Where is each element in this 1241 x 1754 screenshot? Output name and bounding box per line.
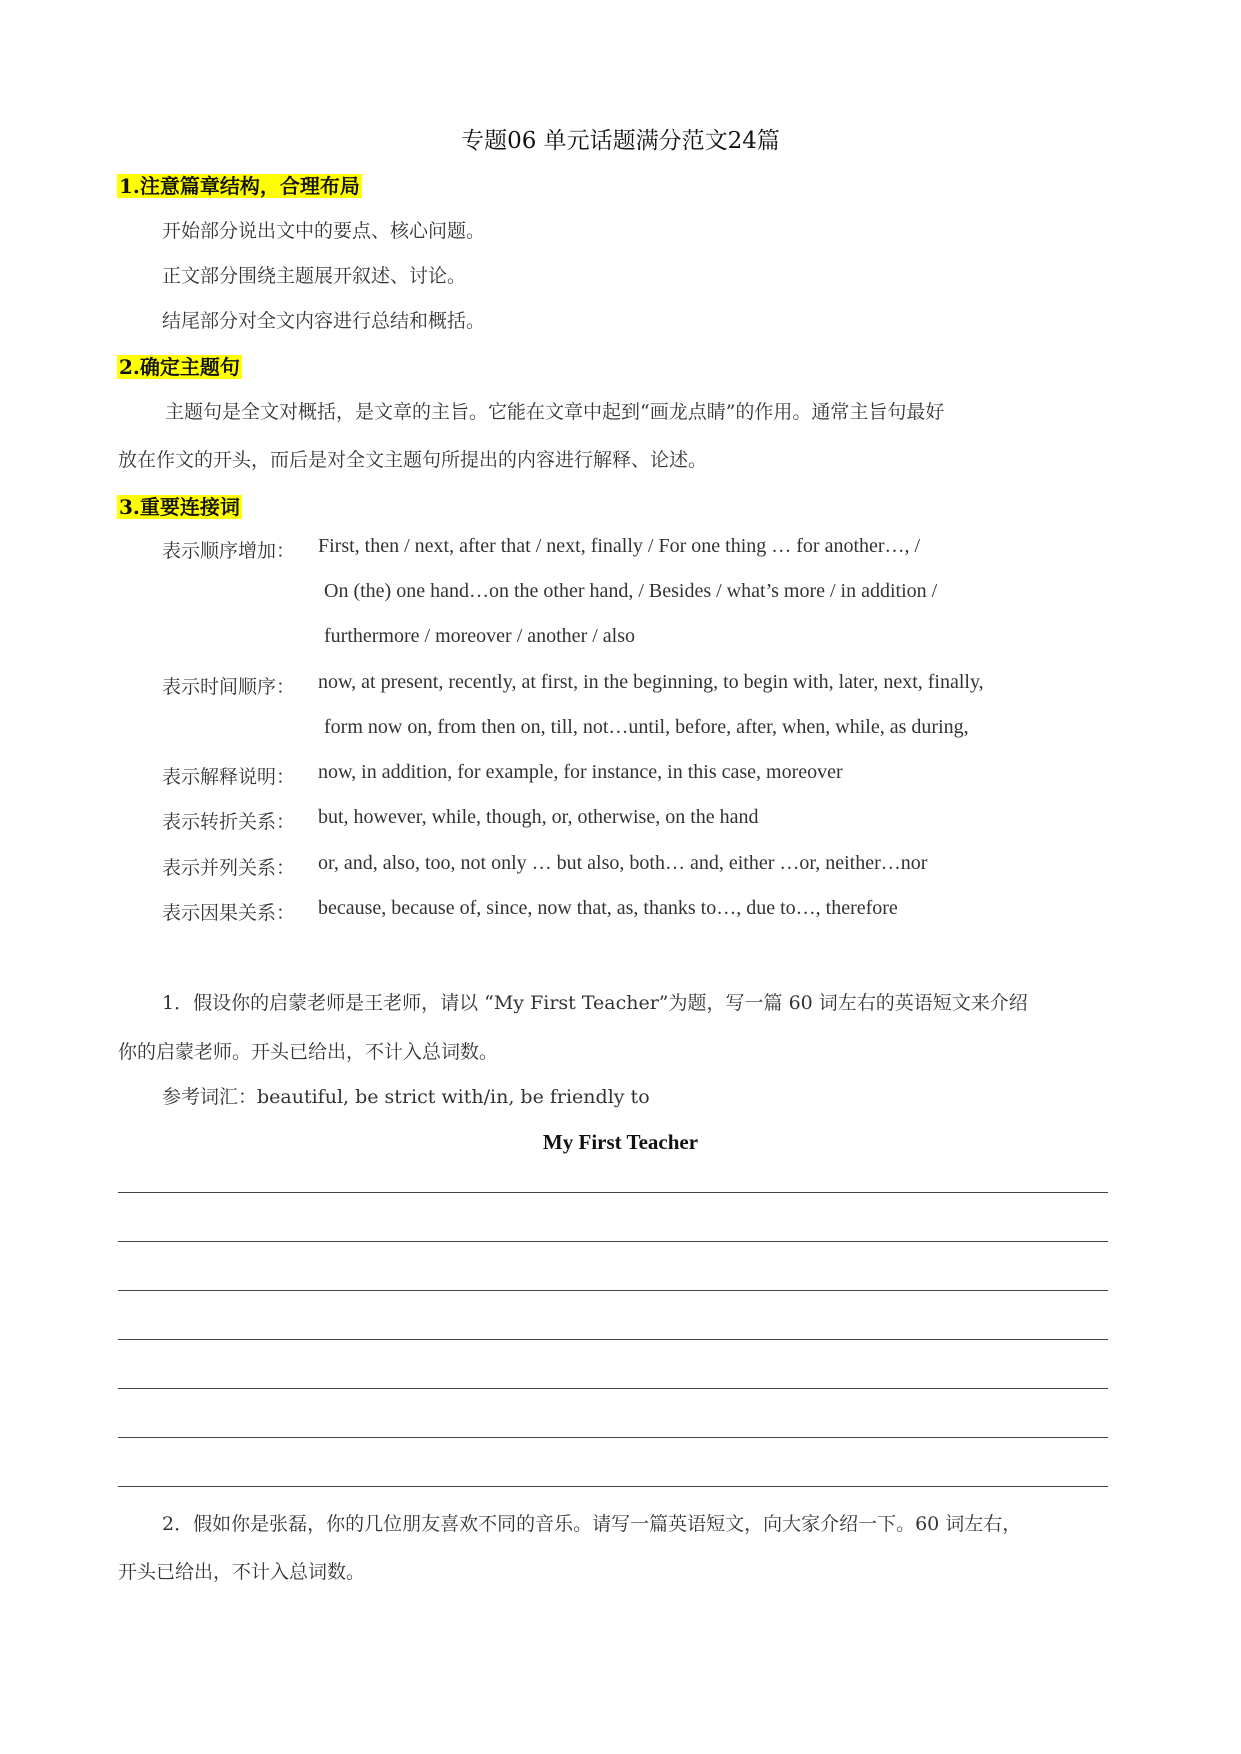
answer-line[interactable] [118,1388,1108,1389]
section-1-line: 结尾部分对全文内容进行总结和概括。 [162,310,486,332]
section-1-line: 正文部分围绕主题展开叙述、讨论。 [162,265,467,287]
answer-line[interactable] [118,1192,1108,1193]
section-2-heading: 2.确定主题句 [119,355,240,379]
connector-words: now, at present, recently, at first, in the beginning, to begin with, later, next, finally, [318,671,984,693]
section-2-line: 主题句是全文对概括，是文章的主旨。它能在文章中起到“画龙点睛”的作用。通常主旨句最好 [165,401,945,423]
answer-line[interactable] [118,1437,1108,1438]
question-2-prompt: 2．假如你是张磊，你的几位朋友喜欢不同的音乐。请写一篇英语短文，向大家介绍一下。60 词左右， [162,1513,1022,1535]
answer-line[interactable] [118,1486,1108,1487]
question-2-prompt: 开头已给出，不计入总词数。 [118,1561,366,1583]
section-1-line: 开始部分说出文中的要点、核心问题。 [162,220,486,242]
connector-label: 表示因果关系： [162,902,296,924]
answer-line[interactable] [118,1290,1108,1291]
connector-label: 表示时间顺序： [162,676,296,698]
section-3-heading: 3.重要连接词 [119,495,240,519]
connector-words: form now on, from then on, till, not…until, before, after, when, while, as during, [324,716,969,738]
essay-title: My First Teacher [542,1130,699,1154]
page-title: 专题06 单元话题满分范文24篇 [461,128,780,154]
connector-words: First, then / next, after that / next, finally / For one thing … for another…, / [318,535,921,557]
question-1-prompt: 1．假设你的启蒙老师是王老师，请以 “My First Teacher”为题，写一篇 60 词左右的英语短文来介绍 [162,992,1028,1014]
question-1-prompt: 你的启蒙老师。开头已给出，不计入总词数。 [118,1041,499,1063]
connector-words: furthermore / moreover / another / also [324,625,635,647]
connector-words: now, in addition, for example, for instance, in this case, moreover [318,761,843,783]
answer-line[interactable] [118,1339,1108,1340]
connector-label: 表示转折关系： [162,811,296,833]
question-1-reference: 参考词汇：beautiful, be strict with/in, be friendly to [162,1086,650,1108]
connector-words: or, and, also, too, not only … but also, both… and, either …or, neither…nor [318,852,928,874]
connector-words: On (the) one hand…on the other hand, / Besides / what’s more / in addition / [324,580,938,602]
section-2-line: 放在作文的开头，而后是对全文主题句所提出的内容进行解释、论述。 [118,449,708,471]
connector-label: 表示顺序增加： [162,540,296,562]
connector-words: but, however, while, though, or, otherwise, on the hand [318,806,759,828]
answer-line[interactable] [118,1241,1108,1242]
connector-label: 表示解释说明： [162,766,296,788]
connector-label: 表示并列关系： [162,857,296,879]
connector-words: because, because of, since, now that, as, thanks to…, due to…, therefore [318,897,898,919]
section-1-heading: 1.注意篇章结构，合理布局 [119,174,360,198]
